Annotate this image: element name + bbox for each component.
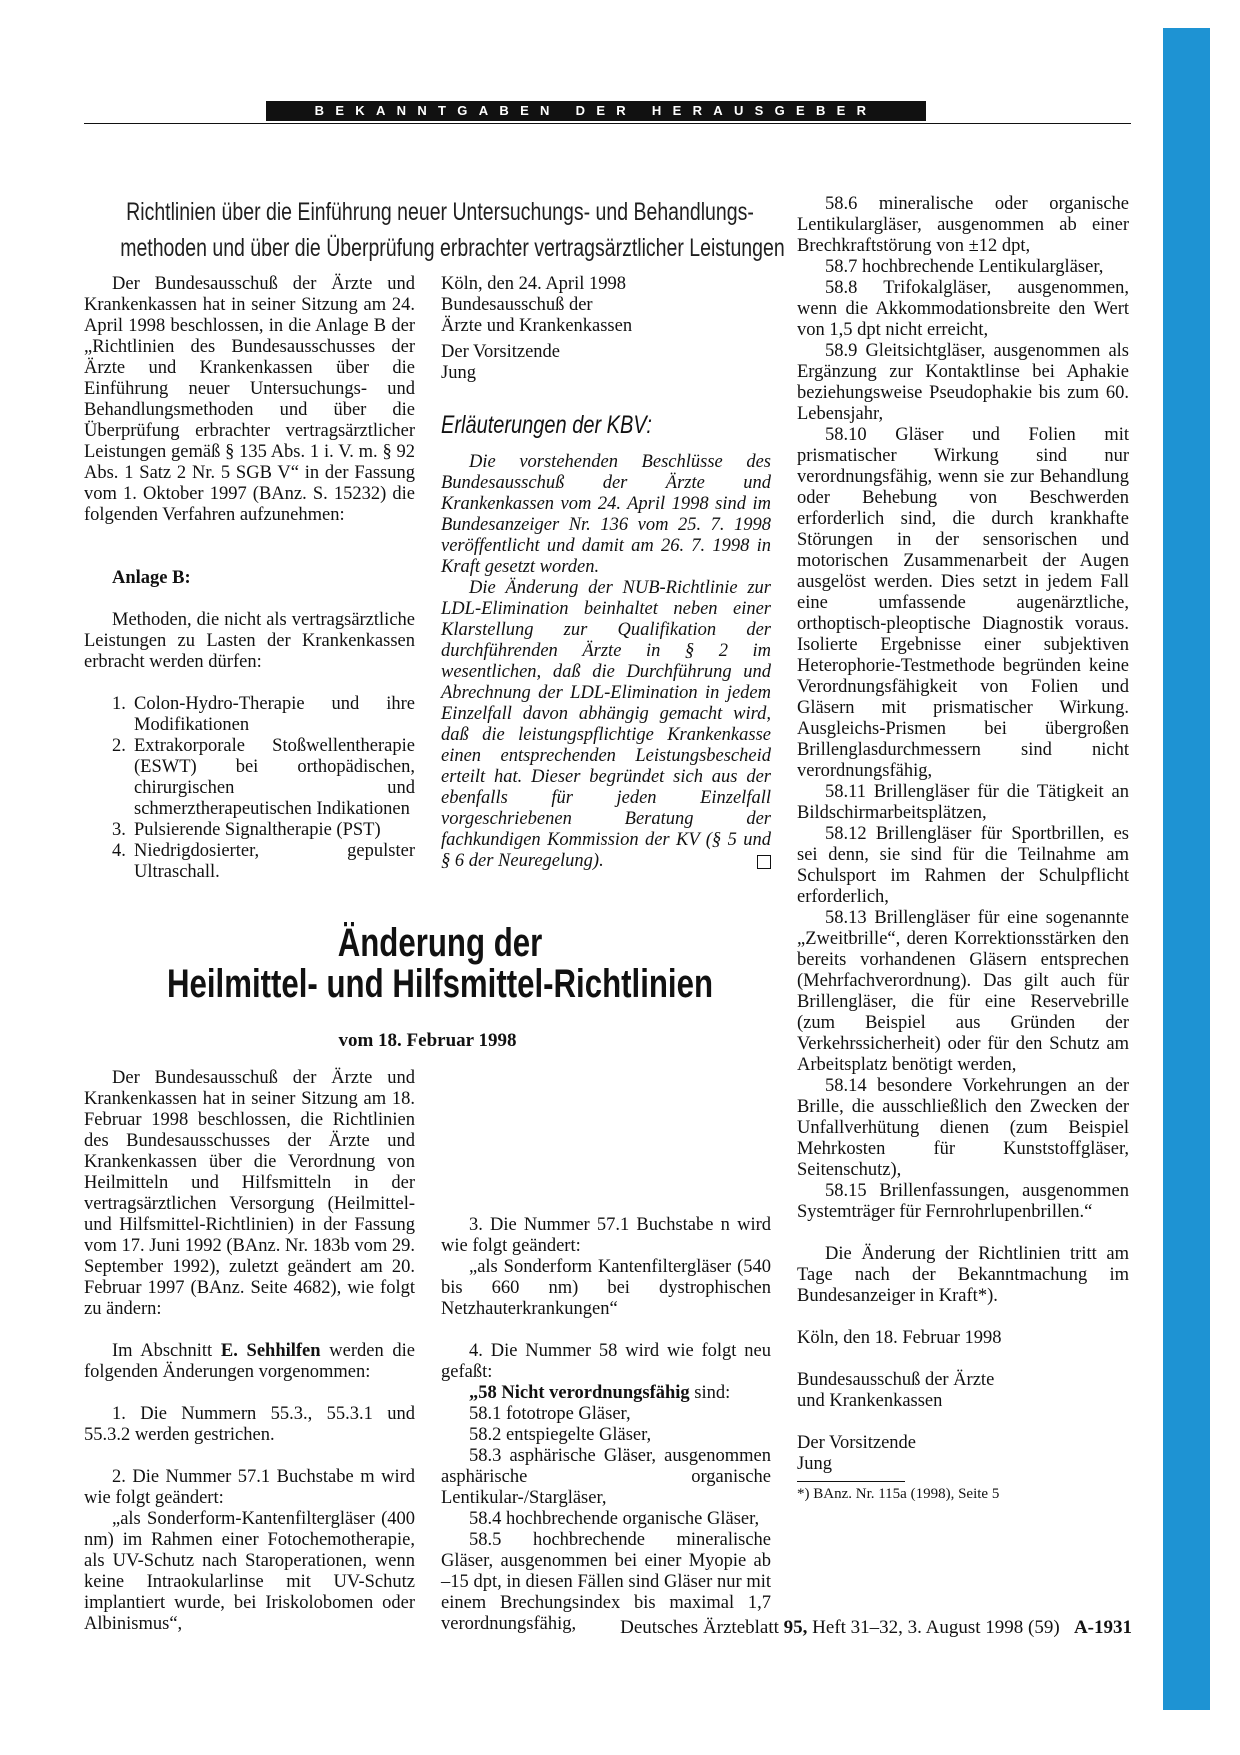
change-2: 2. Die Nummer 57.1 Buchstabe m wird wie folgt geändert:: [84, 1467, 415, 1508]
kbv-paragraph-2: Die Änderung der NUB-Richtlinie zur LDL-Elimination beinhaltet neben einer Klarstellung zur Qualifikation der durchführenden Ärzte in § 2 im wesentlichen, daß die Durchführung und Abrechnung der LDL-Elimination in jedem Einzelfall davon abhängig gemacht wird, daß die leistungspflichtige Krankenkasse einen entsprechenden Leistungsbescheid erteilt hat. Dieser begründet sich aus der ebenfalls für jeden Einzelfall vorgeschriebenen Beratung der fachkundigen Kommission der KV (§ 5 und § 6 der Neuregelung).: [441, 578, 771, 871]
list-item: 58.15 Brillenfassungen, ausgenommen Systemträger für Fernrohrlupenbrillen.“: [797, 1181, 1129, 1222]
article2-column-1: [84, 1068, 415, 1635]
anlage-text: Methoden, die nicht als vertragsärztliche Leistungen zu Lasten der Krankenkassen erbracht werden dürfen:: [84, 610, 415, 672]
page-footer: [500, 1617, 1132, 1639]
list-item: 3. Pulsierende Signaltherapie (PST): [112, 820, 381, 840]
article2-title-line2: Heilmittel- und Hilfsmittel-Richtlinien: [166, 962, 714, 1006]
header-rule: [84, 123, 1131, 124]
list-item: 58.10 Gläser und Folien mit prismatischer Wirkung sind nur verordnungsfähig, wenn sie zur Behandlung oder Behebung von Beschwerden erforderlich sind, die durch krankhafte Störungen in der sensorischen und motorischen Zusammenarbeit der Augen ausgelöst werden. Dies setzt in jedem Fall eine umfassende augenärztliche, orthoptisch-pleoptische Diagnostik voraus. Isolierte Ergebnisse einer subjektiven Heterophorie-Testmethode begründen keine Verordnungsfähigkeit von Folien und Gläsern mit prismatischer Wirkung. Ausgleichs-Prismen bei übergroßen Brillenglasdurchmessern sind nicht verordnungsfähig,: [797, 425, 1129, 781]
list-item: 4. Niedrigdosierter, gepulster Ultraschall.: [112, 841, 415, 882]
journal-issue: Heft 31–32, 3. August 1998 (59): [807, 1617, 1060, 1638]
kbv-heading: Erläuterungen der KBV:: [441, 411, 652, 439]
list-item: 58.14 besondere Vorkehrungen an der Brille, die ausschließlich den Zwecken der Unfallverhütung dienen (zum Beispiel Mehrkosten für Kunststoffgläser, Seitenschutz),: [797, 1076, 1129, 1180]
article2-org-line2: und Krankenkassen: [797, 1391, 943, 1411]
article2-org-line1: Bundesausschuß der Ärzte: [797, 1370, 995, 1390]
list-item: 58.9 Gleitsichtgläser, ausgenommen als Ergänzung zur Kontaktlinse bei Aphakie beziehungsweise Pseudophakie bis zum 60. Lebensjahr,: [797, 341, 1129, 424]
article2-intro: Der Bundesausschuß der Ärzte und Krankenkassen hat in seiner Sitzung am 18. Februar 1998 beschlossen, die Richtlinien des Bundesausschusses der Ärzte und Krankenkassen über die Verordnung von Heilmitteln und Hilfsmitteln in der vertragsärztlichen Versorgung (Heilmittel- und Hilfsmittel-Richtlinien) in der Fassung vom 17. Juni 1992 (BAnz. Nr. 183b vom 29. September 1992), zuletzt geändert am 20. Februar 1997 (BAnz. Seite 4682), wie folgt zu ändern:: [84, 1068, 415, 1319]
change-3: 3. Die Nummer 57.1 Buchstabe n wird wie folgt geändert:: [441, 1215, 771, 1256]
list-item: 1. Colon-Hydro-Therapie und ihre Modifikationen: [112, 694, 415, 735]
change-3-quote: „als Sonderform Kantenfiltergläser (540 bis 660 nm) bei dystrophischen Netzhauterkrankungen“: [441, 1257, 771, 1319]
footnote-rule: [797, 1481, 905, 1482]
list-item: 58.8 Trifokalgläser, ausgenommen, wenn die Akkommodationsbreite den Wert von 1,5 dpt nicht erreicht,: [797, 278, 1129, 340]
list-item: 58.6 mineralische oder organische Lentikulargläser, ausgenommen ab einer Brechkraftstörung von ±12 dpt,: [797, 194, 1129, 256]
kbv-paragraph-1: Die vorstehenden Beschlüsse des Bundesausschuß der Ärzte und Krankenkassen vom 24. April 1998 sind im Bundesanzeiger Nr. 136 vom 25. 7. 1998 veröffentlicht und damit am 26. 7. 1998 in Kraft gesetzt worden.: [441, 452, 771, 577]
article1-chair-name: Jung: [441, 363, 476, 383]
article1-place-date: Köln, den 24. April 1998: [441, 274, 626, 294]
article2-chair-name: Jung: [797, 1454, 832, 1474]
list-item: 58.4 hochbrechende organische Gläser,: [469, 1509, 760, 1529]
footnote: *) BAnz. Nr. 115a (1998), Seite 5: [797, 1486, 1000, 1502]
page-number: A-1931: [1073, 1617, 1132, 1638]
article2-title-line1: Änderung der: [337, 921, 543, 965]
effective-note: Die Änderung der Richtlinien tritt am Tage nach der Bekanntmachung im Bundesanzeiger in Kraft*).: [797, 1244, 1129, 1306]
list-item: 58.3 asphärische Gläser, ausgenommen asphärische organische Lentikular-/Stargläser,: [441, 1446, 771, 1508]
article2-chair-title: Der Vorsitzende: [797, 1433, 917, 1453]
article1-column-1: [84, 274, 415, 883]
article1-org-line2: Ärzte und Krankenkassen: [441, 316, 633, 336]
side-color-bar: [1163, 28, 1210, 1710]
article2-title: [120, 923, 760, 1005]
end-of-article-box: [757, 855, 771, 869]
item-58-heading: „58 Nicht verordnungsfähig sind:: [469, 1383, 731, 1403]
article1-column-2: [441, 274, 771, 872]
article2-place-date: Köln, den 18. Februar 1998: [797, 1328, 1002, 1348]
list-item: 58.12 Brillengläser für Sportbrillen, es sei denn, sie sind für die Teilnahme am Schulsport im Rahmen der Schulpflicht erforderlich,: [797, 824, 1129, 907]
journal-volume: 95,: [783, 1617, 808, 1638]
change-4: 4. Die Nummer 58 wird wie folgt neu gefaßt:: [441, 1341, 771, 1382]
article1-intro: Der Bundesausschuß der Ärzte und Krankenkassen hat in seiner Sitzung am 24. April 1998 beschlossen, in die Anlage B der „Richtlinien des Bundesausschusses der Ärzte und Krankenkassen über die Einführung neuer Untersuchungs- und Behandlungsmethoden und über die Überprüfung erbrachter vertragsärztlicher Leistungen gemäß § 135 Abs. 1 i. V. m. § 92 Abs. 1 Satz 2 Nr. 5 SGB V“ in der Fassung vom 1. Oktober 1997 (BAnz. S. 15232) die folgenden Verfahren aufzunehmen:: [84, 274, 415, 525]
article2-subtitle: vom 18. Februar 1998: [338, 1030, 517, 1051]
list-item: 58.2 entspiegelte Gläser,: [469, 1425, 652, 1445]
list-item: 2. Extrakorporale Stoßwellentherapie (ESWT) bei orthopädischen, chirurgischen und schmerztherapeutischen Indikationen: [112, 736, 415, 819]
journal-name: Deutsches Ärzteblatt: [620, 1617, 784, 1638]
methods-list: [112, 694, 415, 883]
article2-section: Im Abschnitt E. Sehhilfen werden die folgenden Änderungen vorgenommen:: [84, 1341, 416, 1382]
article1-title: [120, 194, 785, 266]
list-item: 58.13 Brillengläser für eine sogenannte „Zweitbrille“, deren Korrektionsstärken den bereits vorhandenen Gläsern entsprechen (Mehrfachverordnung). Das gilt auch für Brillengläser, die für eine Reservebrille (zum Beispiel aus Gründen der Verkehrssicherheit) oder für den Schutz am Arbeitsplatz benötigt werden,: [797, 908, 1129, 1075]
change-1: 1. Die Nummern 55.3., 55.3.1 und 55.3.2 werden gestrichen.: [84, 1404, 415, 1445]
article1-chair-title: Der Vorsitzende: [441, 342, 561, 362]
anlage-heading: Anlage B:: [112, 568, 191, 588]
section-banner: BEKANNTGABEN DER HERAUSGEBER: [266, 101, 926, 121]
list-item: 58.1 fototrope Gläser,: [469, 1404, 631, 1424]
change-2-quote: „als Sonderform-Kantenfiltergläser (400 nm) im Rahmen einer Fotochemotherapie, als UV-Schutz nach Staroperationen, wenn keine Intraokularlinse mit UV-Schutz implantiert wurde, bei Iriskolobomen oder Albinismus“,: [84, 1509, 415, 1634]
article1-title-line2: methoden und über die Überprüfung erbrachter vertragsärztlicher Leistungen: [120, 234, 785, 262]
article2-column-3: [797, 194, 1129, 1504]
list-item: 58.7 hochbrechende Lentikulargläser,: [825, 257, 1104, 277]
list-item: 58.5 hochbrechende mineralische Gläser, ausgenommen bei einer Myopie ab –15 dpt, in diesen Fällen sind Gläser nur mit einem Brechungsindex bis maximal 1,7 verordnungsfähig,: [441, 1530, 771, 1634]
list-item: 58.11 Brillengläser für die Tätigkeit an Bildschirmarbeitsplätzen,: [797, 782, 1129, 823]
article1-title-line1: Richtlinien über die Einführung neuer Untersuchungs- und Behandlungs-: [126, 198, 754, 226]
article2-column-2: [441, 1068, 771, 1635]
article1-org-line1: Bundesausschuß der: [441, 295, 593, 315]
